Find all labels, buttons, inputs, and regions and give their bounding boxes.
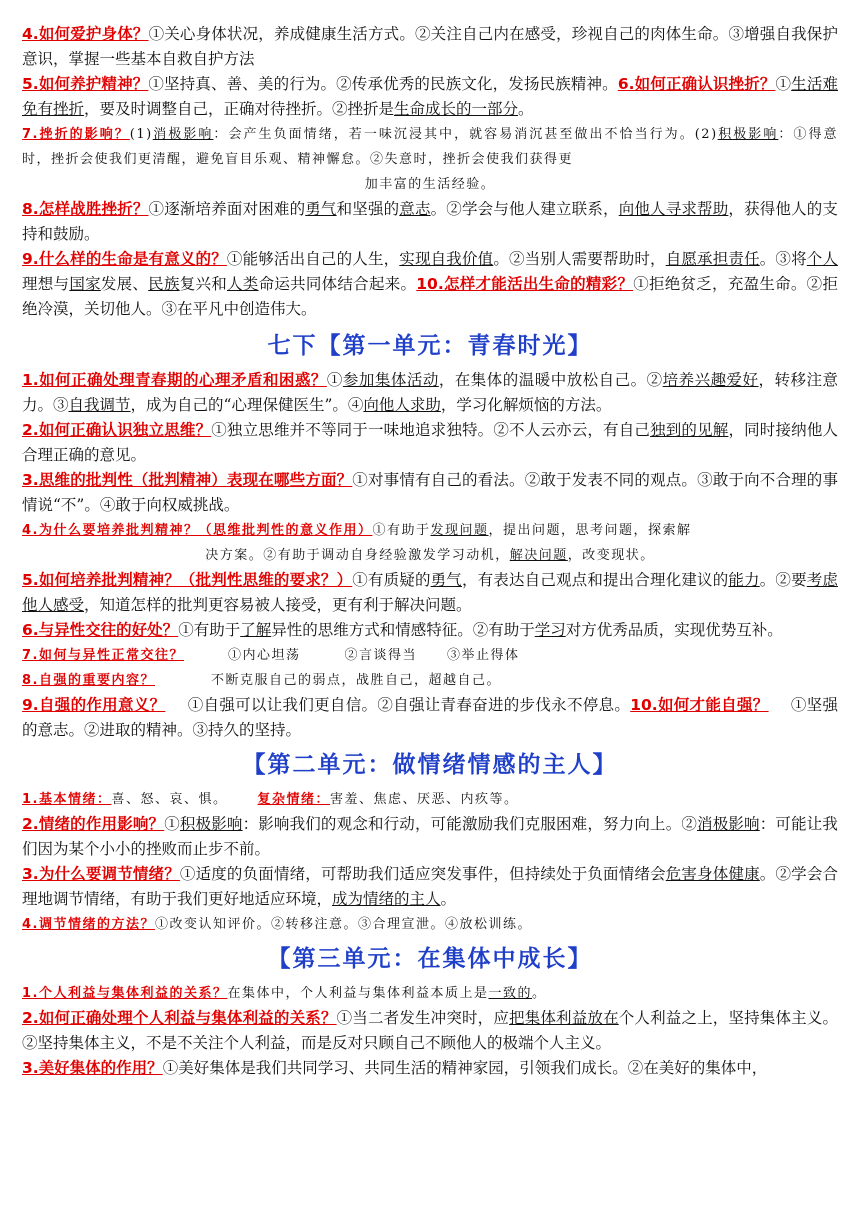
- answer-text: 。: [518, 100, 534, 118]
- answer-text: 发展、: [100, 275, 149, 293]
- answer-text: 。②学会与他人建立联系，: [430, 200, 619, 218]
- key-phrase: 民族: [148, 275, 180, 293]
- answer-text: 对方优秀品质，实现优势互补。: [565, 621, 783, 639]
- answer-text: (1): [129, 127, 153, 142]
- question-label: 复杂情绪：: [257, 792, 331, 807]
- answer-text: ①自强可以让我们更自信。②自强让青春奋进的步伐永不停息。: [187, 696, 631, 714]
- answer-text: ，提出问题，思考问题，探索解: [488, 523, 692, 538]
- question-label: 1.个人利益与集体利益的关系？: [22, 986, 228, 1001]
- key-phrase: 勇气: [430, 571, 462, 589]
- paragraph-u1-q1: [22, 368, 838, 418]
- question-label: 2.如何正确认识独立思维？: [22, 421, 212, 439]
- key-phrase: 人类: [227, 275, 259, 293]
- answer-text: ，转移注意力。③: [22, 371, 838, 414]
- answer-text: ①: [775, 75, 792, 93]
- question-label: 2.如何正确处理个人利益与集体利益的关系？: [22, 1009, 337, 1027]
- unit-heading-1: 七下【第一单元：青春时光】: [267, 333, 593, 359]
- key-phrase: 危害身体健康: [665, 865, 760, 883]
- paragraph-u1-q7: [22, 643, 838, 668]
- answer-text: ①独立思维并不等同于一味地追求独特。②不人云亦云，有自己: [211, 421, 651, 439]
- answer-text: ①关心身体状况，养成健康生活方式。②关注自己内在感受，珍视自己的肉体生命。③增强自我保护意识，掌握一些基本自救自护方法: [22, 25, 838, 68]
- answer-text: 个人利益之上，坚持集体主义。②坚持集体主义，不是不关注个人利益，而是反对只顾自己不顾他人的极端个人主义。: [22, 1009, 838, 1052]
- question-label: 2.情绪的作用影响？: [22, 815, 165, 833]
- question-label: 5.如何培养批判精神？（批判性思维的要求？）: [22, 571, 353, 589]
- answer-text: ，知道怎样的批判更容易被人接受，更有利于解决问题。: [84, 596, 472, 614]
- answer-text: 在集体中，个人利益与集体利益本质上是: [227, 986, 489, 1001]
- question-label: 3.为什么要调节情绪？: [22, 865, 180, 883]
- paragraph-u1-q5: [22, 568, 838, 618]
- question-label: 6.与异性交往的好处？: [22, 621, 179, 639]
- key-phrase: 了解: [240, 621, 272, 639]
- paragraph-u1-q8: [22, 668, 838, 693]
- key-phrase: 实现自我价值: [399, 250, 494, 268]
- answer-text: ：可能让我们因为某个小小的挫败而止步不前。: [22, 815, 838, 858]
- question-label: 9.什么样的生命是有意义的？: [22, 250, 227, 268]
- answer-text: ①坚强的意志。②进取的精神。③持久的坚持。: [22, 696, 838, 739]
- key-phrase: 培养兴趣爱好: [662, 371, 759, 389]
- answer-text: ①对事情有自己的看法。②敢于发表不同的观点。③敢于向不合理的事情说“不”。④敢于向权威挑战。: [22, 471, 838, 514]
- answer-text: ①: [164, 815, 180, 833]
- paragraph-u2-q1: [22, 787, 838, 812]
- answer-text: 。③将: [759, 250, 807, 268]
- key-phrase: 国家: [69, 275, 101, 293]
- key-phrase: 发现问题: [430, 523, 489, 538]
- answer-text: ①能够活出自己的人生，: [226, 250, 400, 268]
- key-phrase: 积极影响: [179, 815, 243, 833]
- answer-text: 。: [440, 890, 457, 908]
- question-label: 6.如何正确认识挫折？: [617, 75, 776, 93]
- key-phrase: 考虑他人感受: [22, 571, 838, 614]
- paragraph-u2-q3: [22, 862, 838, 912]
- key-phrase: 消极影响: [697, 815, 760, 833]
- answer-text: 和坚强的: [336, 200, 400, 218]
- answer-text: ①美好集体是我们共同学习、共同生活的精神家园，引领我们成长。②在美好的集体中，: [162, 1059, 768, 1077]
- question-label: 7.如何与异性正常交往？: [22, 648, 184, 663]
- unit-heading-2: 【第二单元：做情绪情感的主人】: [242, 752, 618, 778]
- paragraph-u1-q2: [22, 418, 838, 468]
- key-phrase: 向他人寻求帮助: [618, 200, 729, 218]
- answer-text: ，学习化解烦恼的方法。: [440, 396, 612, 414]
- answer-text: ①逐渐培养面对困难的: [148, 200, 306, 218]
- question-label: 4.为什么要培养批判精神？（思维批判性的意义作用）: [22, 523, 373, 538]
- question-label: 4.如何爱护身体？: [22, 25, 149, 43]
- question-label: 8.自强的重要内容？: [22, 673, 155, 688]
- answer-text: ①: [326, 371, 343, 389]
- key-phrase: 个人: [806, 250, 838, 268]
- answer-text: ①有助于: [178, 621, 241, 639]
- answer-text: 加丰富的生活经验。: [364, 177, 496, 192]
- paragraph-q7-continued: [22, 172, 838, 197]
- key-phrase: 积极影响: [717, 127, 779, 142]
- paragraph-u1-q9-q10: [22, 693, 838, 743]
- answer-text: ，要及时调整自己，正确对待挫折。②挫折是: [84, 100, 395, 118]
- paragraph-u1-q6: [22, 618, 838, 643]
- key-phrase: 学习: [534, 621, 566, 639]
- question-label: 3.思维的批判性（批判精神）表现在哪些方面？: [22, 471, 353, 489]
- answer-text: 决方案。②有助于调动自身经验激发学习动机，: [205, 548, 510, 563]
- answer-text: 不断克服自己的弱点，战胜自己，超越自己。: [210, 673, 501, 688]
- answer-text: 害羞、焦虑、厌恶、内疚等。: [330, 792, 519, 807]
- key-phrase: 向他人求助: [363, 396, 441, 414]
- paragraph-q5-q6: [22, 72, 838, 122]
- question-label: 1.如何正确处理青春期的心理矛盾和困惑？: [22, 371, 327, 389]
- answer-text: ：①得意时，挫折会使我们更清醒，避免盲目乐观、精神懈怠。②失意时，挫折会使我们获得更: [22, 127, 838, 167]
- key-phrase: 一致的: [488, 986, 533, 1001]
- answer-text: 命运共同体结合起来。: [258, 275, 417, 293]
- answer-text: ，有表达自己观点和提出合理化建议的: [461, 571, 729, 589]
- answer-text: ①有质疑的: [352, 571, 431, 589]
- answer-text: ①当二者发生冲突时，应: [336, 1009, 510, 1027]
- question-label: 3.美好集体的作用？: [22, 1059, 163, 1077]
- answer-text: ③举止得体: [447, 648, 520, 663]
- answer-text: ①改变认知评价。②转移注意。③合理宣泄。④放松训练。: [154, 917, 532, 932]
- answer-text: 理想与: [22, 275, 70, 293]
- answer-text: 异性的思维方式和情感特征。②有助于: [271, 621, 535, 639]
- paragraph-q9-q10: [22, 247, 838, 322]
- answer-text: 。②当别人需要帮助时，: [493, 250, 666, 268]
- answer-text: ，获得他人的支持和鼓励。: [22, 200, 838, 243]
- key-phrase: 独到的见解: [650, 421, 729, 439]
- question-label: 1.基本情绪：: [22, 792, 112, 807]
- answer-text: ，成为自己的“心理保健医生”。④: [130, 396, 364, 414]
- key-phrase: 意志: [399, 200, 431, 218]
- key-phrase: 自愿承担责任: [665, 250, 760, 268]
- question-label: 10.怎样才能活出生命的精彩？: [416, 275, 634, 293]
- answer-text: ②言谈得当: [344, 648, 418, 663]
- answer-text: ①坚持真、善、美的行为。②传承优秀的民族文化，发扬民族精神。: [148, 75, 618, 93]
- key-phrase: 参加集体活动: [342, 371, 439, 389]
- answer-text: ，同时接纳他人合理正确的意见。: [22, 421, 838, 464]
- answer-text: ①有助于: [372, 523, 431, 538]
- answer-text: ：会产生负面情绪，若一味沉浸其中，就容易消沉甚至做出不恰当行为。(2): [213, 127, 718, 142]
- paragraph-q8: [22, 197, 838, 247]
- question-label: 10.如何才能自强？: [630, 696, 769, 714]
- answer-text: 。②要: [759, 571, 807, 589]
- paragraph-u3-q3: [22, 1056, 838, 1081]
- key-phrase: 勇气: [305, 200, 337, 218]
- paragraph-q7: [22, 122, 838, 172]
- key-phrase: 解决问题: [509, 548, 568, 563]
- question-label: 4.调节情绪的方法？: [22, 917, 155, 932]
- key-phrase: 把集体利益放在: [509, 1009, 619, 1027]
- answer-text: ①内心坦荡: [227, 648, 301, 663]
- key-phrase: 生命成长的一部分: [394, 100, 519, 118]
- key-phrase: 消极影响: [152, 127, 214, 142]
- paragraph-u1-q4-continued: [22, 543, 838, 568]
- question-label: 8.怎样战胜挫折？: [22, 200, 149, 218]
- answer-text: 复兴和: [179, 275, 228, 293]
- answer-text: ①拒绝贫乏，充盈生命。②拒绝冷漠，关切他人。③在平凡中创造伟大。: [22, 275, 838, 318]
- question-label: 9.自强的作用意义？: [22, 696, 166, 714]
- paragraph-u1-q4: [22, 518, 838, 543]
- answer-text: 。: [532, 986, 547, 1001]
- key-phrase: 自我调节: [68, 396, 131, 414]
- answer-text: 。②学会合理地调节情绪，有助于我们更好地适应环境，: [22, 865, 838, 908]
- key-phrase: 生活难免有挫折: [22, 75, 838, 118]
- answer-text: ，改变现状。: [567, 548, 655, 563]
- question-label: 7.挫折的影响？: [22, 127, 130, 142]
- question-label: 5.如何养护精神？: [22, 75, 149, 93]
- answer-text: ①适度的负面情绪，可帮助我们适应突发事件，但持续处于负面情绪会: [179, 865, 666, 883]
- paragraph-q4: [22, 22, 838, 72]
- paragraph-u2-q4: [22, 912, 838, 937]
- answer-text: ，在集体的温暖中放松自己。②: [438, 371, 663, 389]
- paragraph-u1-q3: [22, 468, 838, 518]
- paragraph-u2-q2: [22, 812, 838, 862]
- key-phrase: 能力: [728, 571, 760, 589]
- paragraph-u3-q1: [22, 981, 838, 1006]
- answer-text: ：影响我们的观念和行动，可能激励我们克服困难，努力向上。②: [242, 815, 698, 833]
- answer-text: 喜、怒、哀、惧。: [111, 792, 228, 807]
- paragraph-u3-q2: [22, 1006, 838, 1056]
- unit-heading-3: 【第三单元：在集体中成长】: [267, 946, 593, 972]
- key-phrase: 成为情绪的主人: [332, 890, 441, 908]
